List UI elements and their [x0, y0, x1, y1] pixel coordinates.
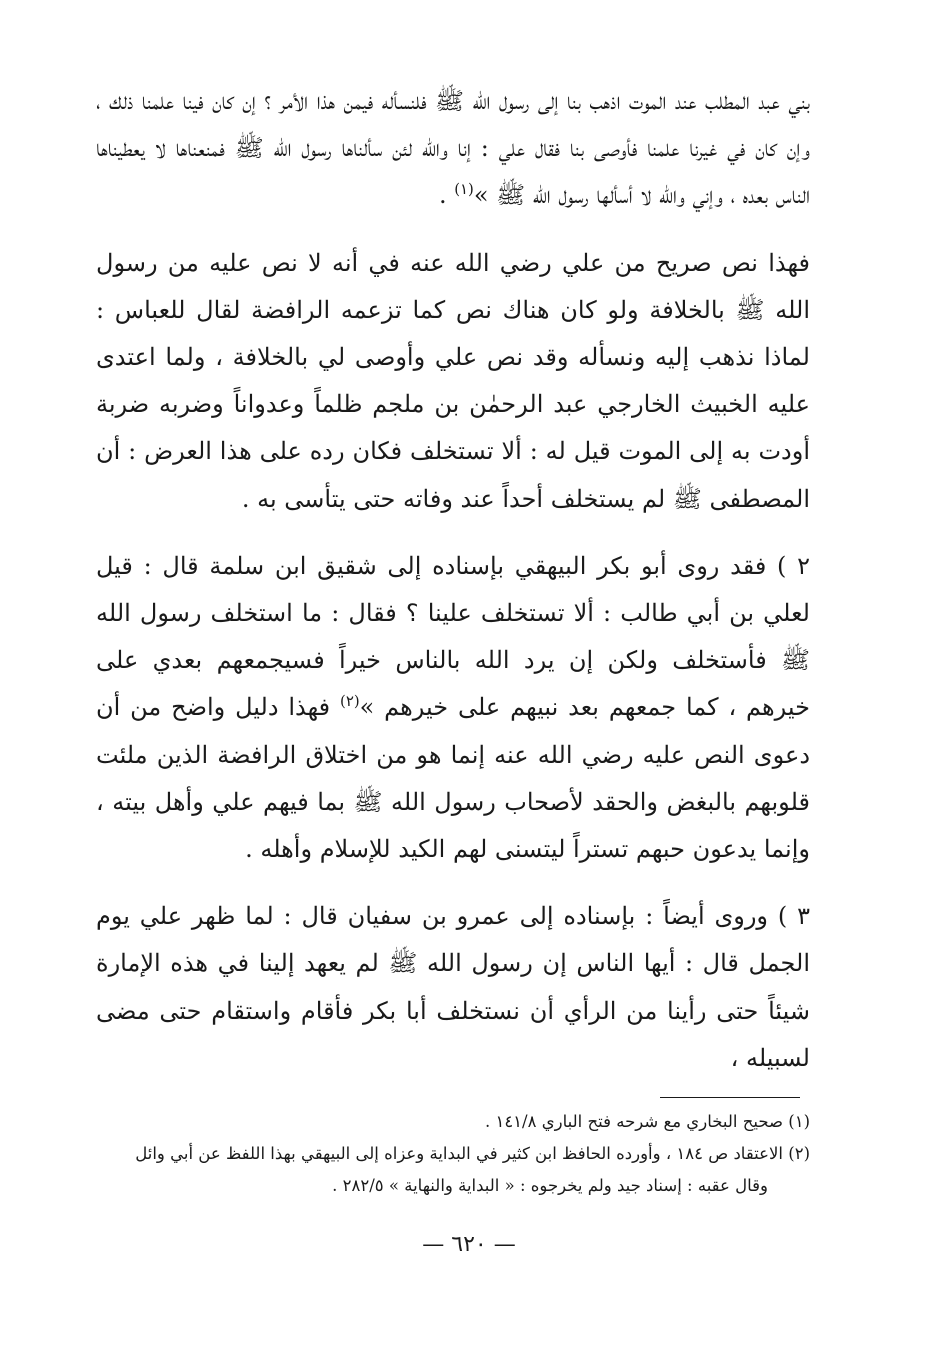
footnote-1-marker: (١) [788, 1112, 810, 1131]
footnote-2-continuation-text: وقال عقبه : إسناد جيد ولم يخرجوه : « البداية والنهاية » ٢٨٢/٥ . [332, 1176, 768, 1195]
paragraph-1-tail: . [438, 181, 455, 210]
paragraph-2-text: فهذا نص صريح من علي رضي الله عنه في أنه لا نص عليه من رسول الله ﷺ بالخلافة ولو كان هناك نص كما تزعمه الرافضة لقال للعباس : لماذا نذهب إليه ونسأله وقد نص علي وأوصى لي بالخلافة ، ولما اعتدى عليه الخبيث الخارجي عبد الرحمٰن بن ملجم ظلماً وعدواناً وضربه ضربة أودت به إلى الموت قيل له : ألا تستخلف فكان رده على هذا العرض : أن المصطفى ﷺ لم يستخلف أحداً عند وفاته حتى يتأسى به . [96, 248, 810, 513]
paragraph-3 [96, 543, 810, 873]
paragraph-4-text: ٣ ) وروى أيضاً : بإسناده إلى عمرو بن سفيان قال : لما ظهر علي يوم الجمل قال : أيها الناس إن رسول الله ﷺ لم يعهد إلينا في هذه الإمارة شيئاً حتى رأينا من الرأي أن نستخلف أبا بكر فأقام واستقام حتى مضى لسبيله ، [96, 902, 811, 1072]
footnote-ref-2: (٢) [340, 692, 360, 711]
footnote-2-text: الاعتقاد ص ١٨٤ ، وأورده الحافظ ابن كثير في البداية وعزاه إلى البيهقي بهذا اللفظ عن أبي وائل [135, 1144, 783, 1163]
paragraph-1-text: بني عبد المطلب عند الموت اذهب بنا إلى رسول الله ﷺ فلنسأله فيمن هذا الأمر ؟ إن كان فينا علمنا ذلك ، وإن كان في غيرنا علمنا فأوصى بنا فقال علي : إنا والله لئن سألناها رسول الله ﷺ فمنعناها لا يعطيناها الناس بعده ، وإني والله لا أسألها رسول الله ﷺ » [96, 87, 810, 210]
paragraph-1 [96, 78, 810, 220]
footnote-2 [96, 1140, 810, 1168]
main-text [96, 78, 810, 1102]
footnote-1 [96, 1108, 810, 1136]
paragraph-3-text-before: ٢ ) فقد روى أبو بكر البيهقي بإسناده إلى شقيق ابن سلمة قال : قيل لعلي بن أبي طالب : ألا تستخلف علينا ؟ فقال : ما استخلف رسول الله ﷺ فأستخلف ولكن إن يرد الله بالناس خيراً فسيجمعهم بعدي على خيرهم ، كما جمعهم بعد نبيهم على خيرهم » [96, 551, 810, 722]
footnote-2-marker: (٢) [788, 1144, 810, 1163]
paragraph-2 [96, 240, 810, 523]
footnote-1-text: صحيح البخاري مع شرحه فتح الباري ١٤١/٨ . [484, 1112, 783, 1131]
paragraph-3-text-after: فهذا دليل واضح من أن دعوى النص عليه رضي الله عنه إنما هو من اختلاق الرافضة الذين ملئت قلوبهم بالبغض والحقد لأصحاب رسول الله ﷺ بما فيهم علي وأهل بيته ، وإنما يدعون حبهم تستراً ليتسنى لهم الكيد للإسلام وأهله . [96, 693, 810, 864]
footnote-ref-1: (١) [454, 180, 474, 199]
footnotes [96, 1108, 810, 1204]
footnote-separator [660, 1097, 800, 1098]
paragraph-4 [96, 893, 810, 1082]
page-number: — ٦٢٠ — [422, 1232, 516, 1257]
footnote-2-continuation [96, 1172, 810, 1200]
